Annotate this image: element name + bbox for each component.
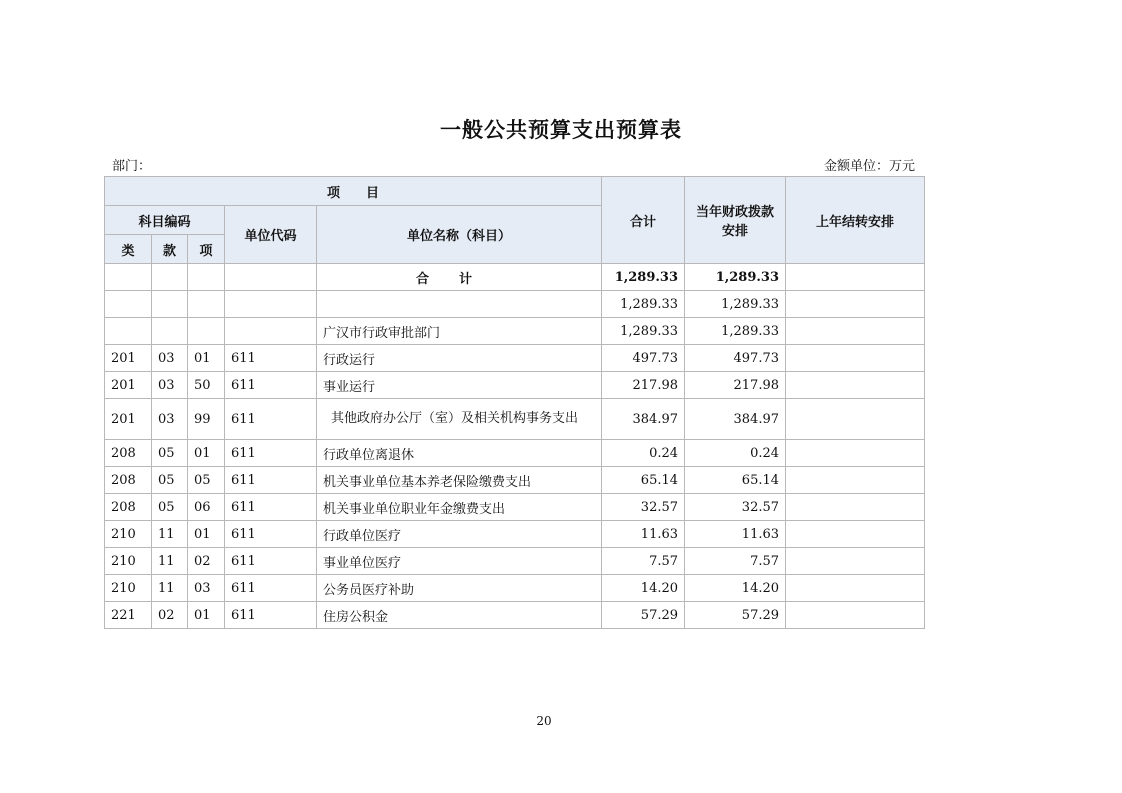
cell-name: 广汉市行政审批部门 [317, 318, 602, 345]
cell-kuan: 11 [152, 521, 188, 548]
page-title: 一般公共预算支出预算表 [440, 118, 682, 142]
cell-xiang: 01 [188, 345, 225, 372]
cell-kuan: 11 [152, 575, 188, 602]
cell-name: 行政单位医疗 [317, 521, 602, 548]
cell-total: 65.14 [602, 467, 685, 494]
cell-current: 497.73 [685, 345, 786, 372]
total-amount: 1,289.33 [602, 264, 685, 291]
cell-total: 57.29 [602, 602, 685, 629]
cell-code [225, 318, 317, 345]
table-row [105, 494, 925, 521]
table-row [105, 372, 925, 399]
cell-name: 行政运行 [317, 345, 602, 372]
table-row [105, 602, 925, 629]
cell-lei: 221 [105, 602, 152, 629]
cell-code: 611 [225, 494, 317, 521]
cell-lei: 201 [105, 345, 152, 372]
cell-xiang: 06 [188, 494, 225, 521]
cell-lei: 210 [105, 575, 152, 602]
cell-lei: 210 [105, 521, 152, 548]
cell-last [786, 602, 925, 629]
header-project: 项 目 [105, 177, 602, 206]
cell-name [317, 291, 602, 318]
cell-lei: 201 [105, 399, 152, 440]
cell-last [786, 318, 925, 345]
cell-current: 65.14 [685, 467, 786, 494]
cell-total: 7.57 [602, 548, 685, 575]
cell-name: 事业单位医疗 [317, 548, 602, 575]
cell-current: 11.63 [685, 521, 786, 548]
cell-name: 行政单位离退休 [317, 440, 602, 467]
cell-kuan [152, 318, 188, 345]
cell-name: 公务员医疗补助 [317, 575, 602, 602]
header-unit-name: 单位名称（科目） [317, 206, 602, 264]
cell-last [786, 494, 925, 521]
cell-current: 384.97 [685, 399, 786, 440]
table-row [105, 467, 925, 494]
cell-last [786, 575, 925, 602]
total-current: 1,289.33 [685, 264, 786, 291]
cell-current: 217.98 [685, 372, 786, 399]
cell-xiang: 02 [188, 548, 225, 575]
cell-code: 611 [225, 399, 317, 440]
cell-xiang: 01 [188, 440, 225, 467]
cell-last [786, 345, 925, 372]
cell-current: 1,289.33 [685, 291, 786, 318]
cell-lei: 210 [105, 548, 152, 575]
cell-lei [105, 291, 152, 318]
cell-kuan [152, 291, 188, 318]
budget-table [104, 176, 925, 629]
cell-total: 0.24 [602, 440, 685, 467]
header-total: 合计 [602, 177, 685, 264]
cell-current: 1,289.33 [685, 318, 786, 345]
cell-name: 事业运行 [317, 372, 602, 399]
cell-total: 384.97 [602, 399, 685, 440]
cell-last [786, 372, 925, 399]
table-row [105, 345, 925, 372]
amount-unit-label: 金额单位：万元 [823, 159, 915, 174]
cell-kuan: 05 [152, 494, 188, 521]
cell-last [786, 467, 925, 494]
table-row [105, 548, 925, 575]
table-row [105, 318, 925, 345]
cell-name: 机关事业单位基本养老保险缴费支出 [317, 467, 602, 494]
department-label: 部门： [112, 159, 152, 174]
cell-total: 217.98 [602, 372, 685, 399]
page-number: 20 [536, 714, 552, 728]
cell-name: 机关事业单位职业年金缴费支出 [317, 494, 602, 521]
table-row [105, 291, 925, 318]
cell-current: 7.57 [685, 548, 786, 575]
header-subject-code: 科目编码 [105, 206, 225, 235]
cell-code: 611 [225, 602, 317, 629]
cell-lei: 208 [105, 440, 152, 467]
cell-code: 611 [225, 372, 317, 399]
total-last [786, 264, 925, 291]
header-unit-code: 单位代码 [225, 206, 317, 264]
cell-code [225, 291, 317, 318]
cell-kuan: 02 [152, 602, 188, 629]
cell-code: 611 [225, 521, 317, 548]
cell-lei: 208 [105, 494, 152, 521]
cell-xiang: 50 [188, 372, 225, 399]
header-kuan: 款 [152, 235, 188, 264]
cell-kuan: 03 [152, 372, 188, 399]
cell-total: 11.63 [602, 521, 685, 548]
cell-xiang: 03 [188, 575, 225, 602]
header-current-year: 当年财政拨款安排 [685, 177, 786, 264]
header-last-year: 上年结转安排 [786, 177, 925, 264]
cell-xiang: 01 [188, 602, 225, 629]
cell-kuan: 11 [152, 548, 188, 575]
cell-current: 14.20 [685, 575, 786, 602]
header-lei: 类 [105, 235, 152, 264]
cell-code: 611 [225, 467, 317, 494]
table-row [105, 440, 925, 467]
cell-kuan: 03 [152, 399, 188, 440]
cell-current: 57.29 [685, 602, 786, 629]
cell-total: 1,289.33 [602, 318, 685, 345]
table-row [105, 399, 925, 440]
cell-code: 611 [225, 440, 317, 467]
cell-code: 611 [225, 575, 317, 602]
header-xiang: 项 [188, 235, 225, 264]
cell-kuan: 05 [152, 440, 188, 467]
cell-lei [105, 318, 152, 345]
total-row [105, 264, 925, 291]
cell-total: 14.20 [602, 575, 685, 602]
table-header [105, 177, 925, 264]
cell-xiang: 99 [188, 399, 225, 440]
cell-current: 32.57 [685, 494, 786, 521]
cell-lei: 208 [105, 467, 152, 494]
cell-code: 611 [225, 345, 317, 372]
cell-xiang: 05 [188, 467, 225, 494]
cell-kuan: 03 [152, 345, 188, 372]
cell-total: 497.73 [602, 345, 685, 372]
cell-current: 0.24 [685, 440, 786, 467]
cell-last [786, 399, 925, 440]
table-row [105, 575, 925, 602]
cell-total: 1,289.33 [602, 291, 685, 318]
cell-kuan: 05 [152, 467, 188, 494]
cell-code: 611 [225, 548, 317, 575]
cell-lei: 201 [105, 372, 152, 399]
cell-xiang: 01 [188, 521, 225, 548]
cell-total: 32.57 [602, 494, 685, 521]
cell-name: 其他政府办公厅（室）及相关机构事务支出 [317, 399, 602, 440]
table-row [105, 521, 925, 548]
total-label: 合计 [416, 271, 503, 287]
cell-last [786, 548, 925, 575]
cell-xiang [188, 318, 225, 345]
cell-name: 住房公积金 [317, 602, 602, 629]
cell-last [786, 440, 925, 467]
cell-xiang [188, 291, 225, 318]
cell-last [786, 291, 925, 318]
cell-last [786, 521, 925, 548]
